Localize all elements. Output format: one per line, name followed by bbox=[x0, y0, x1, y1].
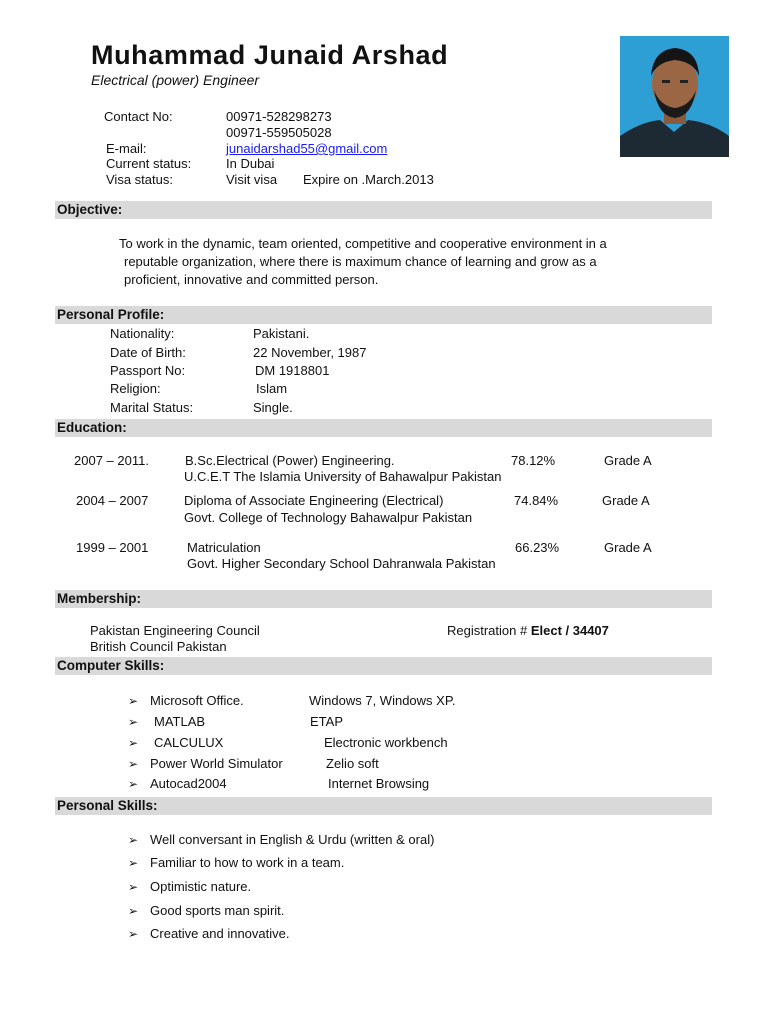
arrow-bullet-icon: ➢ bbox=[128, 904, 139, 918]
personal-skill: Creative and innovative. bbox=[150, 926, 290, 941]
objective-heading-bar bbox=[55, 201, 712, 219]
computer-skill: Windows 7, Windows XP. bbox=[309, 693, 456, 708]
personal-skill: Familiar to how to work in a team. bbox=[150, 855, 345, 870]
computer-skill: ETAP bbox=[310, 714, 343, 729]
education-years: 2007 – 2011. bbox=[74, 453, 149, 468]
email-label: E-mail: bbox=[106, 141, 147, 156]
personal-skill: Well conversant in English & Urdu (written & oral) bbox=[150, 832, 435, 847]
registration-value: Elect / 34407 bbox=[530, 623, 609, 638]
personal-skills-heading: Personal Skills: bbox=[57, 798, 158, 813]
computer-skills-heading: Computer Skills: bbox=[57, 658, 165, 673]
membership-org: British Council Pakistan bbox=[90, 639, 227, 654]
education-years: 1999 – 2001 bbox=[76, 540, 149, 555]
membership-heading-bar bbox=[55, 590, 712, 608]
computer-skill: Autocad2004 bbox=[150, 776, 227, 791]
registration-number bbox=[447, 623, 609, 639]
visa-expiry: Expire on .March.2013 bbox=[303, 172, 434, 187]
education-degree: Matriculation bbox=[187, 540, 261, 555]
education-grade: Grade A bbox=[604, 453, 652, 468]
profile-heading: Personal Profile: bbox=[57, 307, 165, 322]
contact-label: Contact No: bbox=[104, 109, 173, 124]
email-link[interactable]: junaidarshad55@gmail.com bbox=[226, 141, 388, 156]
education-heading: Education: bbox=[57, 420, 127, 435]
education-degree: Diploma of Associate Engineering (Electrical) bbox=[184, 493, 444, 508]
profile-value: 22 November, 1987 bbox=[253, 345, 367, 360]
education-percent: 74.84% bbox=[514, 493, 559, 508]
computer-skill: Power World Simulator bbox=[150, 756, 283, 771]
arrow-bullet-icon: ➢ bbox=[128, 927, 139, 941]
arrow-bullet-icon: ➢ bbox=[128, 856, 139, 870]
education-percent: 78.12% bbox=[511, 453, 556, 468]
profile-value: DM 1918801 bbox=[255, 363, 330, 378]
education-institute: Govt. Higher Secondary School Dahranwala Pakistan bbox=[187, 556, 496, 571]
education-institute: Govt. College of Technology Bahawalpur Pakistan bbox=[184, 510, 473, 525]
visa-label: Visa status: bbox=[106, 172, 173, 187]
personal-skill: Optimistic nature. bbox=[150, 879, 252, 894]
education-percent: 66.23% bbox=[515, 540, 560, 555]
profile-value: Islam bbox=[256, 381, 288, 396]
education-heading-bar bbox=[55, 419, 712, 437]
profile-heading-bar bbox=[55, 306, 712, 324]
profile-label: Date of Birth: bbox=[110, 345, 186, 360]
computer-skill: MATLAB bbox=[154, 714, 206, 729]
arrow-bullet-icon: ➢ bbox=[128, 715, 139, 729]
visa-value: Visit visa bbox=[226, 172, 278, 187]
objective-line: proficient, innovative and committed person. bbox=[124, 272, 379, 287]
status-value: In Dubai bbox=[226, 156, 275, 171]
arrow-bullet-icon: ➢ bbox=[128, 736, 139, 750]
membership-org: Pakistan Engineering Council bbox=[90, 623, 260, 638]
arrow-bullet-icon: ➢ bbox=[128, 757, 139, 771]
registration-label: Registration # bbox=[447, 623, 531, 638]
personal-skills-heading-bar bbox=[55, 797, 712, 815]
education-years: 2004 – 2007 bbox=[76, 493, 149, 508]
arrow-bullet-icon: ➢ bbox=[128, 777, 139, 791]
computer-skill: Microsoft Office. bbox=[150, 693, 244, 708]
arrow-bullet-icon: ➢ bbox=[128, 880, 139, 894]
computer-skill: Internet Browsing bbox=[328, 776, 430, 791]
objective-line: To work in the dynamic, team oriented, competitive and cooperative environment in a bbox=[119, 236, 607, 251]
profile-label: Marital Status: bbox=[110, 400, 194, 415]
phone-1: 00971-528298273 bbox=[226, 109, 332, 124]
membership-heading: Membership: bbox=[57, 591, 142, 606]
education-institute: U.C.E.T The Islamia University of Bahawalpur Pakistan bbox=[184, 469, 502, 484]
objective-heading: Objective: bbox=[57, 202, 123, 217]
objective-line: reputable organization, where there is maximum chance of learning and grow as a bbox=[124, 254, 597, 269]
profile-value: Pakistani. bbox=[253, 326, 310, 341]
profile-label: Religion: bbox=[110, 381, 161, 396]
education-grade: Grade A bbox=[602, 493, 650, 508]
phone-2: 00971-559505028 bbox=[226, 125, 332, 140]
education-degree: B.Sc.Electrical (Power) Engineering. bbox=[185, 453, 395, 468]
status-label: Current status: bbox=[106, 156, 192, 171]
computer-skill: CALCULUX bbox=[154, 735, 224, 750]
arrow-bullet-icon: ➢ bbox=[128, 833, 139, 847]
profile-value: Single. bbox=[253, 400, 293, 415]
profile-photo bbox=[620, 36, 729, 157]
computer-skills-heading-bar bbox=[55, 657, 712, 675]
profile-label: Passport No: bbox=[110, 363, 186, 378]
candidate-title: Electrical (power) Engineer bbox=[91, 72, 260, 88]
computer-skill: Electronic workbench bbox=[324, 735, 448, 750]
candidate-name: Muhammad Junaid Arshad bbox=[91, 40, 449, 70]
profile-label: Nationality: bbox=[110, 326, 175, 341]
computer-skill: Zelio soft bbox=[326, 756, 379, 771]
personal-skill: Good sports man spirit. bbox=[150, 903, 285, 918]
arrow-bullet-icon: ➢ bbox=[128, 694, 139, 708]
education-grade: Grade A bbox=[604, 540, 652, 555]
